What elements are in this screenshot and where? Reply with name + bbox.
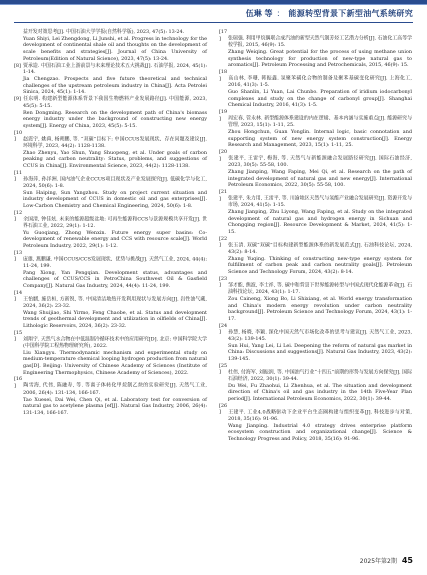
running-head-author: 伍琳 等: [245, 9, 273, 18]
reference-text: 王怡麒, 施岳桓, 方新锐, 等. 中国清洁地热开发利用现状与发展方向[J]. 岩性油气藏, 2024, 36(2): 23-32.: [23, 296, 207, 309]
reference-text: Du Wei, Fu Zhaohui, Li Zhenhua, et al. The situation and development direction of China's oil and gas industry in the 14th Five-Year Plan period[J]. International Petroleum Economics, 2022, 30(1): 39-44.: [228, 382, 412, 402]
reference-number: [22]: [219, 235, 228, 249]
reference-text: Ren Dongming. Research on the development path of China's biomass energy industry under the background of constructing new energy system[J]. Energy of China, 2023, 45(5): 5-15.: [23, 109, 207, 129]
reference-number: [17]: [219, 29, 228, 42]
reference-text: Wang Shuijiao, Shi Yirmo, Feng Chaobe, et al. Status and development trends of geothermal development and utilization in oilfields of China[J]. Lithologic Reservoirs, 2024, 36(2): 23-32.: [23, 309, 207, 329]
reference-entry: [219, 276, 412, 296]
reference-number: [12]: [14, 209, 23, 223]
reference-number: [23]: [219, 275, 228, 289]
reference-entry: [14, 96, 207, 109]
reference-number: [10]: [14, 129, 23, 143]
reference-entry-translation: [219, 296, 412, 322]
reference-text: 赵震宇, 姚舜, 杨朔鹏, 等. “双碳”目标下: 中国CCUS发展现状、存在问题及建议[J]. 环境科学, 2023, 44(2): 1128-1138.: [23, 136, 207, 149]
reference-text: 孙慧, 杨晓, 李颖. 深化中国天然气市场化改革的思考与建议[J]. 天然气工业, 2023, 43(2): 139-145.: [228, 329, 412, 342]
reference-text: 刘翔宇. 天然气水合物在中低温制冷循环技术中的应用研究[D]. 北京: 中国科学院大学(中国科学院工程热物理研究所), 2022.: [23, 336, 207, 349]
reference-entry-translation: [14, 110, 207, 130]
reference-text: Yuan Shiyi, Lei Zhengdong, Li Junshi, et al. Progress in technology for the development of continental shale oil and thoughts on the development of scale benefits and strategies[J]. Journal of China University of Petroleum(Edition of Natural Science), 2023, 47(5): 13-24.: [23, 35, 207, 62]
reference-text: Zhang Weiqing. Great potential for the process of using methane union synthesis technology for production of new-type natural gas to aromatics[J]. Petroleum Processing and Petrochemicals, 2015, 46(9): 15.: [228, 49, 412, 69]
reference-text: Zhang Jianping, Wang Faping, Mei Qi, et al. Research on the path of integrated development of natural gas and new energy[J]. International Petroleum Economics, 2022, 30(5): 55-58, 100.: [228, 169, 412, 189]
reference-text: Sun Haiping, Sun Yangzhou. Study on project current situation and industry development of CCUS in domestic oil and gas enterprises[J]. Low-Carbon Chemistry and Chemical Engineering, 2024, 50(6): 1-8.: [23, 189, 207, 209]
top-color-stripe-accent: [0, 4, 427, 5]
reference-number: [9]: [14, 96, 21, 103]
reference-entry: [14, 210, 207, 230]
reference-number: [8]: [14, 62, 21, 69]
reference-entry-translation: [219, 89, 412, 109]
page-number: 45: [401, 556, 413, 565]
reference-text: Tao Xuesei, Dai Wei, Chen Qi, et al. Laboratory test for conversion of natural gas to acetylene plasma [ef]J]. Natural Gas Industry, 2006, 26(4): 131-134, 166-167.: [23, 396, 207, 416]
reference-entry-translation: [14, 310, 207, 330]
references-left-column: [14, 29, 207, 417]
reference-text: Jia Chengzao. Prospects and five future theoretical and technical challenges of the upstream petroleum industry in China[J]. Acta Petrolei Sinica, 2024, 45(1): 1-14.: [23, 76, 207, 96]
reference-entry-translation: [219, 49, 412, 69]
reference-text: 贾承造. 中国石油工业上游前景与未来理论技术五大挑战[J]. 石油学报, 2024, 45(1): 1-14.: [23, 62, 207, 76]
reference-number: [19]: [219, 109, 228, 122]
reference-entry-translation: [219, 129, 412, 149]
reference-number: [21]: [219, 189, 228, 202]
reference-text: 周宏春, 管永林. 新型能源体系建设的内在逻辑、基本内涵与实施重点[J]. 能源研究与管理, 2023, 15(1): 1-11, 25.: [228, 115, 412, 129]
reference-text: 庞雄, 燕鹏谦. 中国CCUS/CCS发展现状、优势与挑战[J]. 天然气工业, 2024, 44(4): 11-24, 199.: [23, 256, 207, 269]
reference-entry-translation: [219, 209, 412, 235]
reference-text: 杜伟, 付海军, 刘振润, 等. 中国油气行业“十四五”前期的形势与发展方向探究[J]. 国际石油经济, 2022, 30(1): 39-44.: [228, 369, 412, 382]
reference-entry: [219, 403, 412, 423]
reference-text: Yu Guoqiang, Zhong Wenxin. Future energy super basins: Co-development of renewable energy and CCS with resource scale[J]. World Petroleum Industry, 2022, 29(1): 1-12.: [23, 229, 207, 249]
references-right-column: [219, 29, 412, 443]
reference-text: 张建平, 王雷宇, 梅海, 等. 天然气与新能源融合发展路径研究[J]. 国际石油经济, 2023, 30(5): 55-58, 100.: [228, 155, 412, 169]
reference-entry: [219, 363, 412, 383]
reference-text: 邹才能, 熊波, 李士祥, 等. 碳中和背景下世界能源转型与中国式现代化能源革命[J]. 石油科技论坛, 2024, 43(1): 1-17.: [228, 282, 412, 296]
reference-number: [26]: [219, 402, 228, 416]
running-head-series-title: 能源转型背景下新型油气系统研究: [288, 9, 413, 18]
header-rule: [14, 22, 413, 23]
reference-text: 任东明. 构建新型能源体系背景下我国生物燃料产业发展路径[J]. 中国能源, 2023, 45(5): 5-15.: [23, 96, 207, 109]
reference-number: [11]: [14, 169, 23, 183]
reference-entry: [14, 250, 207, 270]
reference-entry: [14, 290, 207, 310]
reference-entry-translation: [219, 256, 412, 276]
reference-text: 孙海萍, 孙洋洲. 国内油气企业CCUS项目现状及产业发展探究[J]. 低碳化学与化工, 2024, 50(6): 1-8.: [23, 176, 207, 189]
reference-entry-translation: [14, 350, 207, 376]
reference-entry-translation: [14, 190, 207, 210]
reference-entry-translation: [219, 343, 412, 363]
reference-text: 陶雪海, 代伟, 陈融寿, 等. 等离子体转化甲烷制乙炔的实验研究[J]. 天然气工业, 2006, 26(4): 131-134, 166-167.: [23, 383, 207, 396]
reference-text: Zou Caineng, Xiong Bo, Li Shixiang, et al. World energy transformation and China's modern energy revolution under carbon neutrality background[J]. Petroleum Science and Technology Forum, 2024, 43(1): 1-17.: [228, 295, 412, 322]
reference-entry: [14, 63, 207, 76]
reference-number: [20]: [219, 149, 228, 162]
reference-text: 张瑞强. 利用甲烷偶联合成汽油的新型天然气制芳烃工艺潜力分析[J]. 石油化工高等学校学报, 2015, 46(9): 15.: [228, 35, 412, 49]
reference-entry-translation: [14, 29, 207, 36]
reference-entry-translation: [219, 423, 412, 443]
reference-entry: [14, 330, 207, 350]
reference-entry: [219, 323, 412, 343]
reference-number: [15]: [14, 329, 23, 343]
reference-entry: [219, 149, 412, 169]
reference-number: [24]: [219, 322, 228, 336]
reference-text: Wang Jianping. Industrial 4.0 strategy drives enterprise platform ecosystem construction and organizational change[J]. Science & Technology Progress and Policy, 2018, 35(16): 91-96.: [228, 422, 412, 442]
reference-number: [13]: [14, 249, 23, 263]
reference-entry: [219, 109, 412, 129]
running-head: [246, 8, 413, 19]
reference-entry-translation: [14, 36, 207, 62]
reference-text: Zhou Hongchun, Guan Yonglin. Internal logic, basic connotation and supporting system of new energy system construction[J]. Energy Research and Management, 2023, 15(1): 1-11, 25.: [228, 129, 412, 149]
reference-entry-translation: [14, 76, 207, 96]
reference-entry: [219, 236, 412, 256]
reference-entry: [219, 29, 412, 49]
reference-entry-translation: [14, 230, 207, 250]
reference-entry: [14, 376, 207, 396]
reference-entry-translation: [219, 383, 412, 403]
reference-entry: [219, 69, 412, 89]
reference-entry-translation: [14, 270, 207, 290]
running-head-separator: ：: [276, 9, 285, 18]
reference-text: Zhang Jianping, Zhu Liyong, Wang Faping, et al. Study on the integrated development of natural gas and hydrogen energy in Sichuan and Chongqing region[J]. Resource Development & Market, 2024, 41(5): 1-15.: [228, 209, 412, 235]
reference-text: 王建平. 工业4.0战略驱动下企业平台生态圈构建与组织变革[J]. 科技进步与对策, 2018, 35(16): 91-96.: [228, 409, 412, 422]
reference-number: [16]: [14, 376, 23, 390]
reference-number: [18]: [219, 69, 228, 82]
reference-text: 高山林, 李珊, 韩振鑫. 氢聚苯磺化合物的制备及聚苯基碳变化研究[J]. 上海化工, 2016, 41(3): 1-5.: [228, 75, 412, 89]
reference-entry-translation: [219, 169, 412, 189]
reference-entry: [14, 170, 207, 190]
reference-text: 益开发对策思考[J]. 中国石油大学学报(自然科学版), 2023, 47(5): 13-24.: [23, 29, 185, 35]
reference-text: 余国清, 钟佳炫. 未来的能源超级盆地: 可再生能源和CCS与景源规模共享开发[J]. 世界石油工业, 2022, 29(1): 1-12.: [23, 216, 207, 229]
reference-text: Sun Hui, Yang Lei, Li Lei. Deepening the reform of natural gas market in China: Discussions and suggestions[J]. Natural Gas Industry, 2023, 43(2): 139-145.: [228, 342, 412, 362]
reference-number: [14]: [14, 289, 23, 303]
page-footer: [360, 556, 413, 565]
reference-text: Zhao Zhenyu, Yao Shun, Yang Shuopeng, et al. Under goals of carbon peaking and carbon neutrality: Status, problems, and suggestions of CCUS in China[J]. Environmental Science, 2023, 44(2): 1128-1138.: [23, 149, 207, 169]
reference-text: Guo Shanlin, Li Yuan, Lai Chunbo. Preparation of iridium iodocarbonyl complexes and study on the change of carbonyl group[J]. Shanghai Chemical Industry, 2016, 41(3): 1-5.: [228, 89, 412, 109]
reference-entry-translation: [14, 397, 207, 417]
reference-text: Zhang Yuqing. Thinking of constructing new-type energy system for fulfillment of carbon peak and carbon neutrality goals[J]. Petroleum Science and Technology Forum, 2024, 43(2): 8-14.: [228, 255, 412, 275]
issue-label: 2025年第2期: [359, 558, 397, 565]
reference-number: [25]: [219, 362, 228, 376]
reference-text: Pang Xiong, Yan Pengqian. Development status, advantages and challenges of CCUS/CCS in PetroChina Southwest Oil & Gasfield Company[J]. Natural Gas Industry, 2024, 44(4): 11-24, 199.: [23, 269, 207, 289]
reference-entry: [219, 189, 412, 209]
reference-text: Liu Xiangyu. Thermodynamic mechanism and experimental study on medium-temperature chemical looping hydrogen production from natural gas[D]. Beijing: University of Chinese Academy of Sciences (Institute of Engineering Thermophysics, Chinese Academy of Sciences), 2022.: [23, 349, 207, 376]
reference-text: 张玉清. 双碳“双碳”目标构建新型能源体系的新发展范式[J]. 石油科技论坛, 2024, 43(2): 8-14.: [228, 242, 412, 255]
reference-text: 张建平, 朱力用, 王雷平, 等. 川渝地区天然气与氢能产业融合发展研究[J]. 资源开发与市场, 2024, 41(5): 1-15.: [228, 195, 412, 209]
reference-entry-translation: [14, 150, 207, 170]
reference-entry: [14, 130, 207, 150]
